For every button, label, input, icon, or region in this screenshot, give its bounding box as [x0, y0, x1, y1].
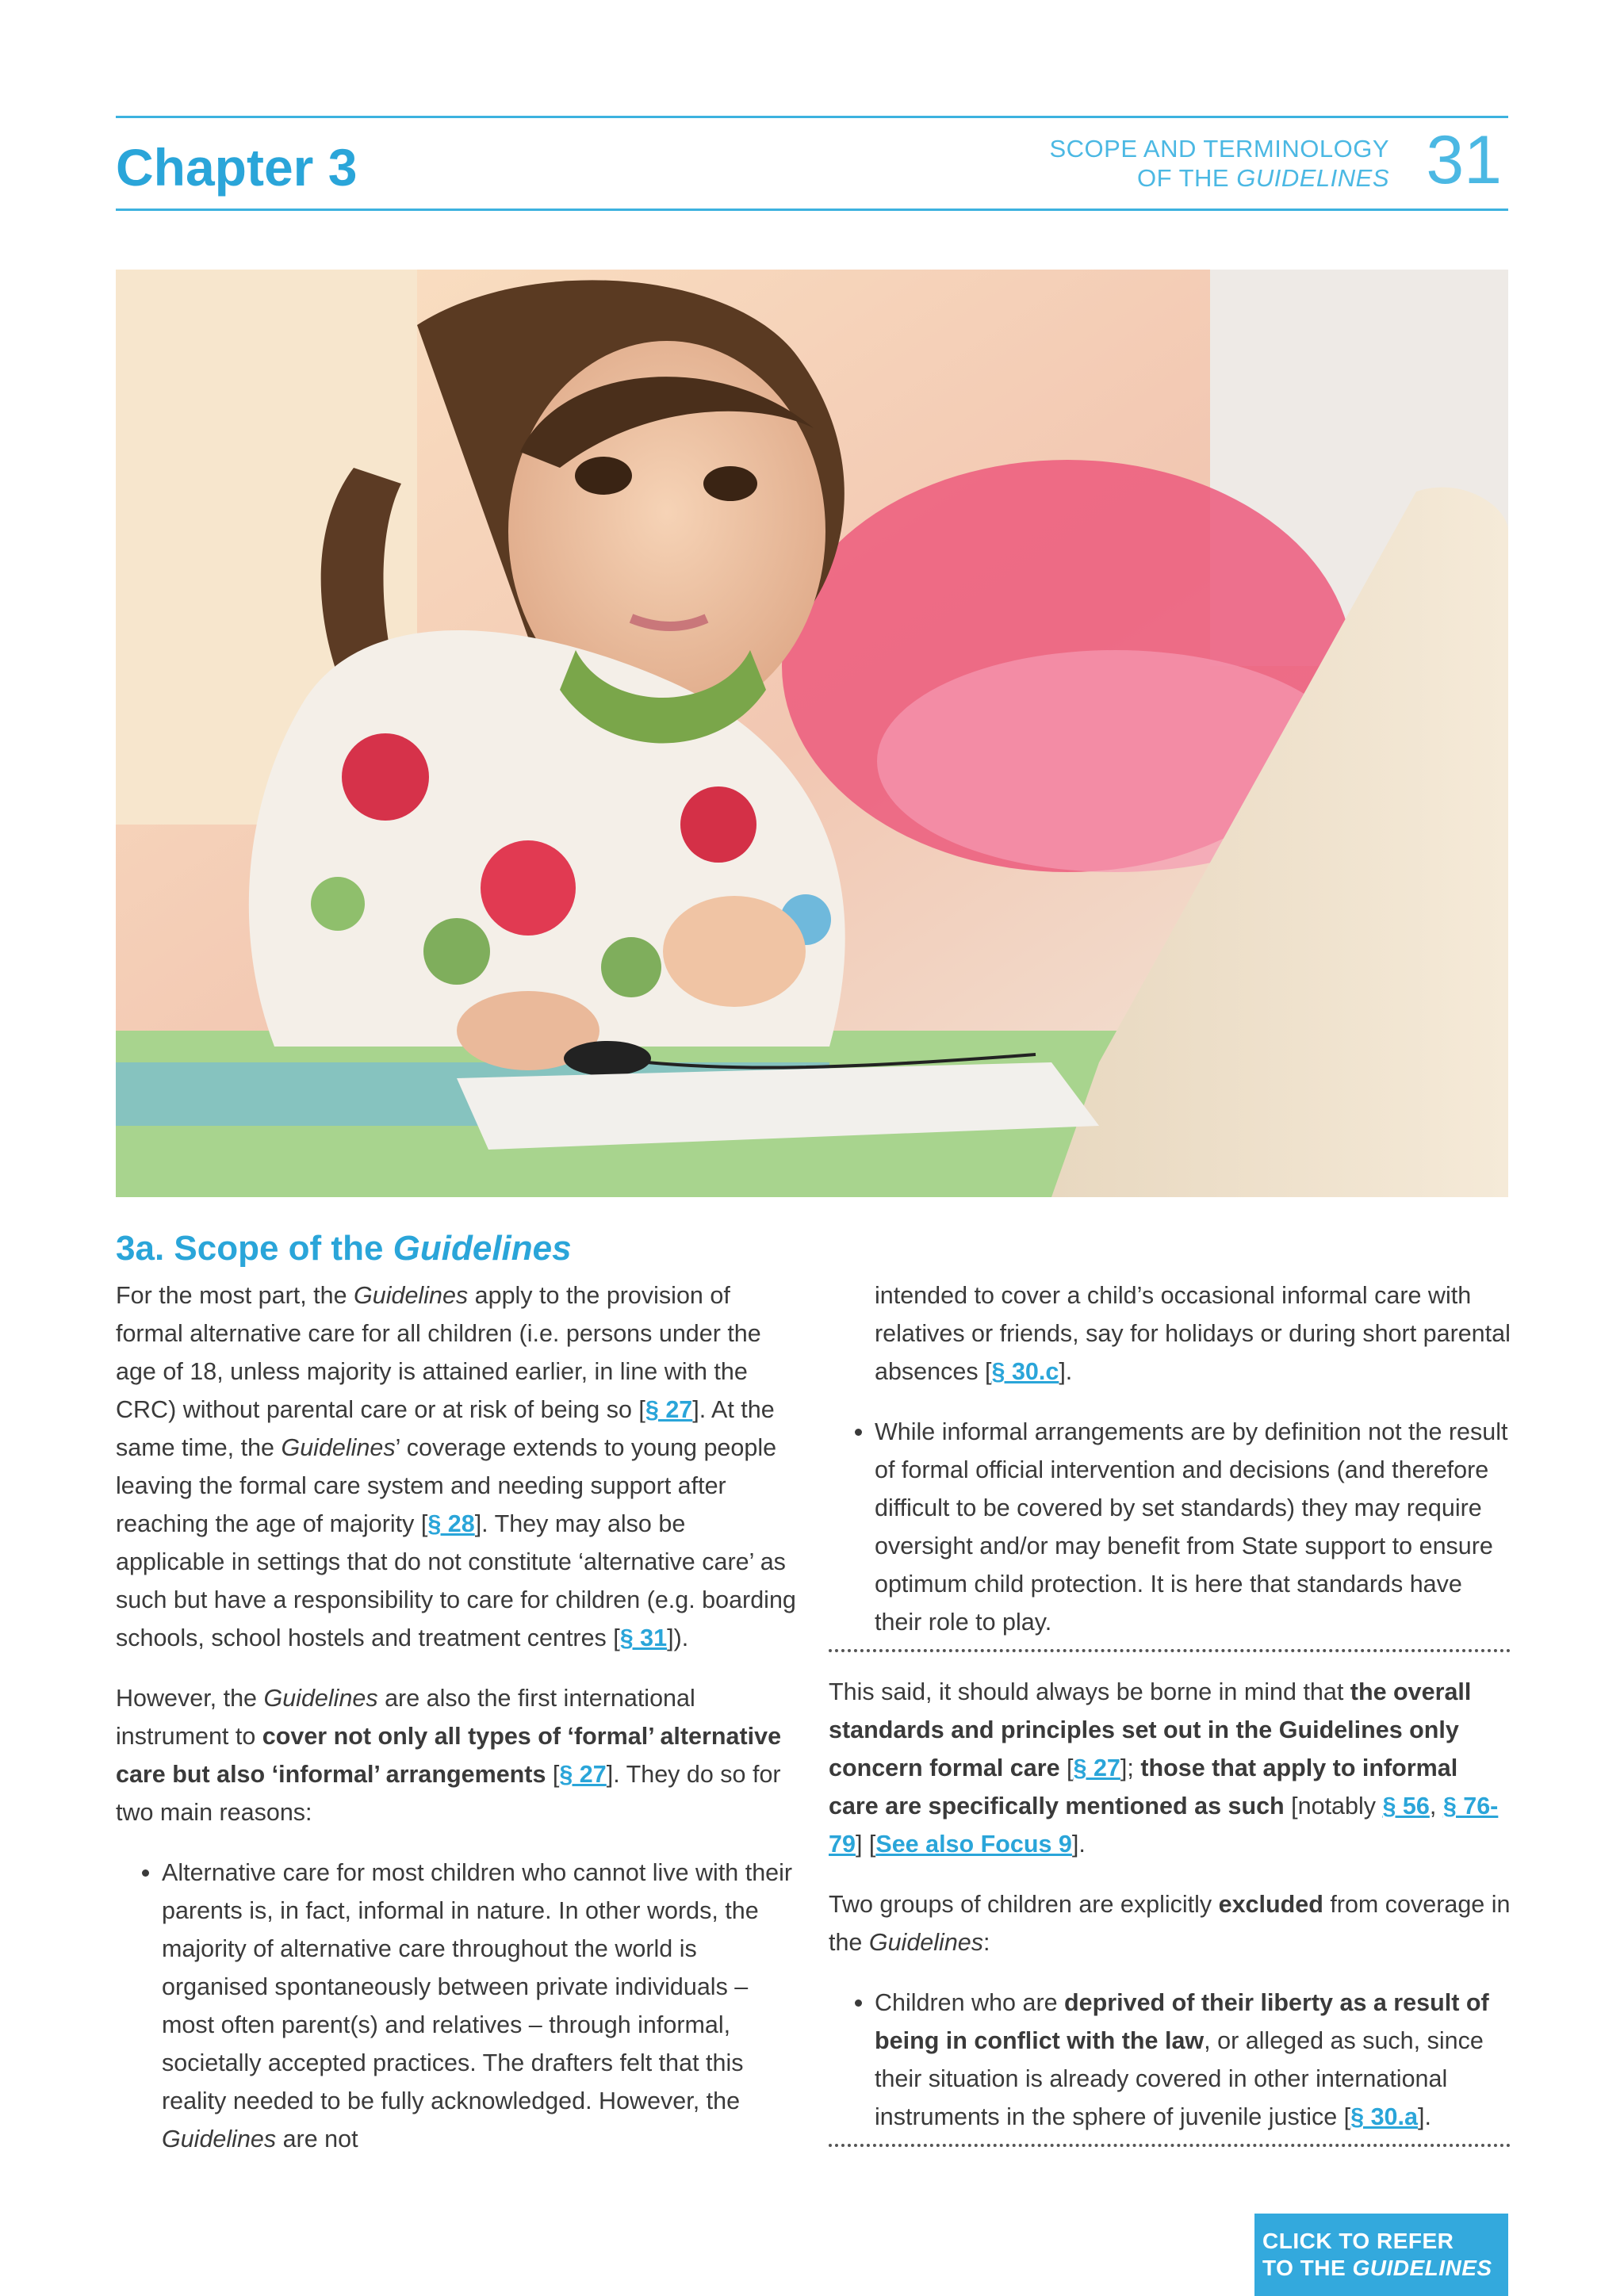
- text: ].: [1417, 2103, 1431, 2130]
- section-title-line1: SCOPE AND TERMINOLOGY: [1049, 135, 1389, 163]
- text: This said, it should always be borne in mind that: [829, 1678, 1350, 1705]
- ref-link-focus-9[interactable]: See also Focus 9: [875, 1831, 1072, 1858]
- ref-link-s27[interactable]: § 27: [1073, 1755, 1120, 1781]
- paragraph-3: [829, 1673, 1511, 1863]
- section-title-line2-prefix: OF THE: [1137, 164, 1237, 192]
- section-heading: [116, 1229, 572, 1269]
- list-item: [875, 1984, 1511, 2136]
- section-heading-italic: Guidelines: [393, 1229, 572, 1268]
- text-italic: Guidelines: [354, 1282, 469, 1309]
- text: ]. They may also be applicable in settings that do not constitute ‘alternative care’ as such but have a responsibility to care for children (e.g. boarding schools, school hostels and treatment centres [: [116, 1510, 796, 1651]
- text: ,: [1429, 1793, 1443, 1820]
- text: [: [546, 1761, 560, 1788]
- paragraph-1: [116, 1276, 798, 1657]
- text: ].: [1059, 1358, 1073, 1385]
- section-heading-prefix: 3a. Scope of the: [116, 1229, 393, 1268]
- ref-link-s27[interactable]: § 27: [559, 1761, 607, 1788]
- text: [notably: [1284, 1793, 1383, 1820]
- ref-link-s30c[interactable]: § 30.c: [991, 1358, 1059, 1385]
- text-bold: the overall standards and principles set out in the Guidelines only concern formal care: [829, 1678, 1472, 1781]
- reasons-list: [116, 1854, 798, 2158]
- text: are not: [276, 2126, 358, 2152]
- reasons-list-cont: [829, 1413, 1511, 1641]
- left-column: [116, 1276, 798, 2180]
- ref-link-s28[interactable]: § 28: [427, 1510, 475, 1537]
- text: ]).: [667, 1624, 689, 1651]
- paragraph-2: [116, 1679, 798, 1831]
- text: ]. At the same time, the: [116, 1396, 775, 1461]
- chapter-header: [116, 116, 1508, 211]
- text: Two groups of children are explicitly: [829, 1891, 1219, 1918]
- cta-line1: CLICK TO REFER: [1262, 2229, 1454, 2253]
- dotted-divider: [829, 2144, 1511, 2147]
- text: are also the first international instrument to: [116, 1685, 695, 1750]
- cta-line2-prefix: TO THE: [1262, 2256, 1353, 2280]
- photo-girl-laptop: [116, 270, 1508, 1197]
- ref-link-s56[interactable]: § 56: [1382, 1793, 1430, 1820]
- text: For the most part, the: [116, 1282, 354, 1309]
- right-column: [829, 1276, 1511, 2168]
- text-italic: Guidelines: [868, 1929, 983, 1956]
- text: ].: [1071, 1831, 1086, 1858]
- text-italic: Guidelines: [281, 1434, 396, 1461]
- page-number: 31: [1426, 122, 1502, 198]
- text: apply to the provision of formal alternative care for all children (i.e. persons under the age of 18, unless majority is attained earlier, in line with the CRC) without parental care or at risk of being so [: [116, 1282, 761, 1423]
- text-bold: excluded: [1218, 1891, 1323, 1918]
- text: Children who are: [875, 1989, 1065, 2016]
- text: ];: [1120, 1755, 1141, 1781]
- ref-link-s27[interactable]: § 27: [645, 1396, 693, 1423]
- text: :: [983, 1929, 990, 1956]
- paragraph-4: [829, 1885, 1511, 1961]
- text-bold: cover not only all types of ‘formal’ alternative care but also ‘informal’ arrangements: [116, 1723, 782, 1788]
- text-italic: Guidelines: [263, 1685, 378, 1712]
- ref-link-s76-79[interactable]: § 76-79: [829, 1793, 1499, 1858]
- text-bold: deprived of their liberty as a result of being in conflict with the law: [875, 1989, 1489, 2054]
- section-title: [1049, 134, 1389, 193]
- refer-to-guidelines-button[interactable]: [1254, 2214, 1508, 2296]
- text: ]. They do so for two main reasons:: [116, 1761, 781, 1826]
- text: However, the: [116, 1685, 264, 1712]
- text: , or alleged as such, since their situation is already covered in other international instruments in the sphere of juvenile justice [: [875, 2027, 1484, 2130]
- list-item: • While informal arrangements are by definition not the result of formal official intervention and decisions (and therefore difficult to be covered by set standards) they may require oversight and/or may benefit from State support to ensure optimum child protection. It is here that standards have their role to play.: [875, 1413, 1511, 1641]
- text: ’ coverage extends to young people leaving the formal care system and needing support after reaching the age of majority [: [116, 1434, 777, 1537]
- text: from coverage in the: [829, 1891, 1511, 1956]
- continued-text: [829, 1276, 1511, 1391]
- section-title-line2-italic: GUIDELINES: [1236, 164, 1389, 192]
- cta-line2-italic: GUIDELINES: [1352, 2256, 1492, 2280]
- ref-link-s31[interactable]: § 31: [619, 1624, 668, 1651]
- dotted-divider: [829, 1649, 1511, 1652]
- chapter-label: Chapter 3: [116, 138, 358, 197]
- text: Alternative care for most children who cannot live with their parents is, in fact, informal in nature. In other words, the majority of alternative care throughout the world is organised spontaneously between private individuals – most often parent(s) and relatives – through informal, societally accepted practices. The drafters felt that this reality needed to be fully acknowledged. However, the: [162, 1859, 793, 2114]
- text: intended to cover a child’s occasional informal care with relatives or friends, say for holidays or during short parental absences [: [875, 1282, 1511, 1385]
- text: [: [1059, 1755, 1074, 1781]
- excluded-list: [829, 1984, 1511, 2136]
- text: ] [: [855, 1831, 876, 1858]
- list-item: [162, 1854, 798, 2158]
- ref-link-s30a[interactable]: § 30.a: [1350, 2103, 1418, 2130]
- text-italic: Guidelines: [162, 2126, 277, 2152]
- text-bold: those that apply to informal care are specifically mentioned as such: [829, 1755, 1458, 1820]
